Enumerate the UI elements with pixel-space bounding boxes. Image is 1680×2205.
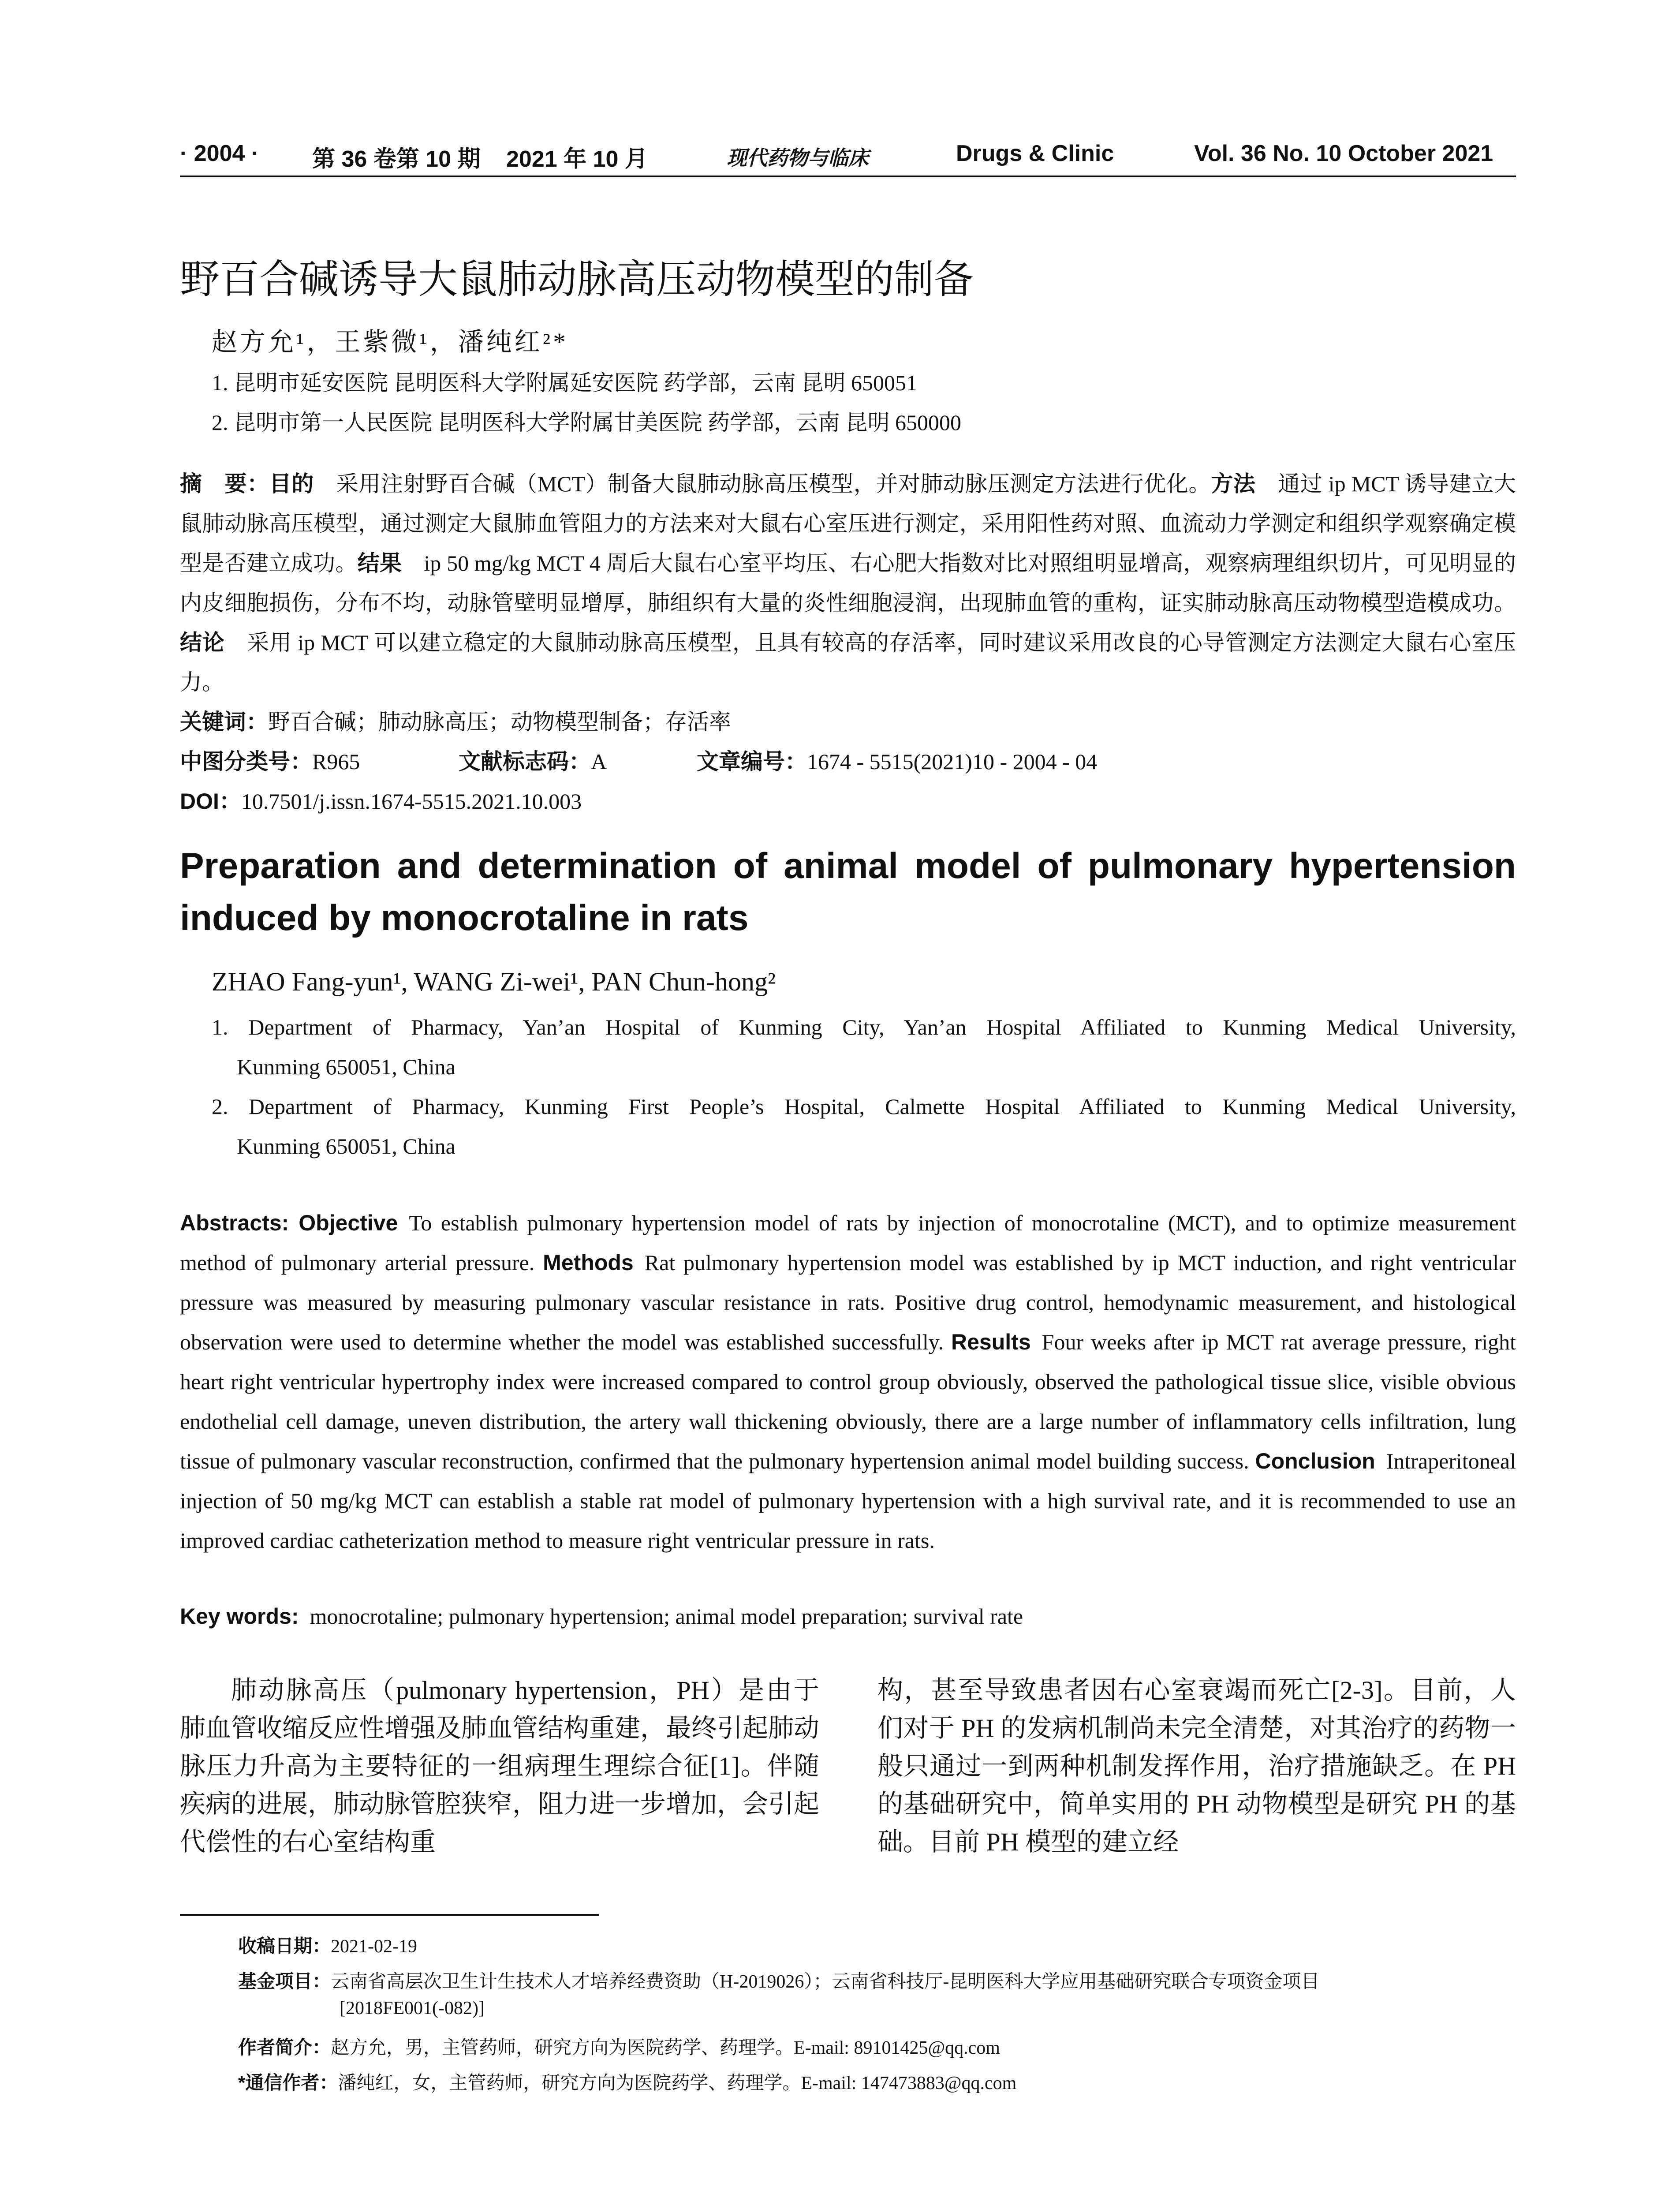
- fund-line-1: [238, 1967, 1319, 1993]
- article-no-row: [697, 742, 1097, 781]
- affiliation-cn-1: 1. 昆明市延安医院 昆明医科大学附属延安医院 药学部，云南 昆明 650051: [212, 370, 917, 395]
- received-label: 收稿日期：: [238, 1936, 331, 1956]
- doi-label: DOI：: [180, 789, 241, 814]
- methods-label-cn: 方法: [1211, 471, 1256, 496]
- affiliation-en-1-line2: Kunming 650051, China: [237, 1054, 455, 1079]
- affiliation-en-2-line2: Kunming 650051, China: [237, 1134, 455, 1159]
- volume-cn: 第 36 卷第 10 期: [312, 146, 481, 172]
- fund-label: 基金项目：: [238, 1971, 331, 1992]
- doc-code-value: A: [591, 749, 607, 774]
- date-cn: 2021 年 10 月: [506, 146, 648, 172]
- corresponding-author: [238, 2068, 1016, 2095]
- abstract-en: [180, 1203, 1516, 1560]
- conclusion-cn: 采用 ip MCT 可以建立稳定的大鼠肺动脉高压模型，且具有较高的存活率，同时建议采用改良的心导管测定方法测定大鼠右心室压力。: [180, 630, 1516, 695]
- doi-value: 10.7501/j.issn.1674-5515.2021.10.003: [241, 789, 582, 814]
- keywords-label-cn: 关键词：: [180, 710, 268, 734]
- objective-cn: 采用注射野百合碱（MCT）制备大鼠肺动脉高压模型，并对肺动脉压测定方法进行优化。: [336, 471, 1211, 496]
- results-label-en: Results: [951, 1330, 1031, 1354]
- title-en: Preparation and determination of animal model of pulmonary hypertension induced by monocrotaline in rats: [180, 846, 1516, 938]
- objective-label-cn: 目的: [269, 471, 314, 496]
- keywords-cn: 野百合碱；肺动脉高压；动物模型制备；存活率: [268, 710, 731, 734]
- abstract-label-cn: 摘 要：: [180, 471, 269, 496]
- clc-value: R965: [312, 749, 360, 774]
- title-cn: 野百合碱诱导大鼠肺动脉高压动物模型的制备: [180, 258, 974, 302]
- body-column-2: 构，甚至导致患者因右心室衰竭而死亡[2-3]。目前，人们对于 PH 的发病机制尚未完全清楚，对其治疗的药物一般只通过一到两种机制发挥作用，治疗措施缺乏。在 PH 的基础研究中，简单实用的 PH 动物模型是研究 PH 的基础。目前 PH 模型的建立经: [877, 1676, 1516, 1856]
- conclusion-label-en: Conclusion: [1255, 1449, 1375, 1473]
- keywords-label-en: Key words:: [180, 1604, 299, 1629]
- keywords-en-row: [180, 1596, 1023, 1636]
- received-date: [238, 1932, 417, 1958]
- authors-cn: 赵方允¹，王紫微¹，潘纯红²*: [212, 328, 569, 356]
- doi-row: [180, 781, 582, 821]
- journal-cn: 现代药物与临床: [727, 146, 869, 170]
- author-bio: [238, 2033, 1000, 2059]
- conclusion-label-cn: 结论: [180, 630, 225, 655]
- running-header: [180, 140, 1503, 176]
- objective-en: To establish pulmonary hypertension model of rats by injection of monocrotaline (MCT), and to optimize measurement method of pulmonary arterial pressure.: [180, 1211, 1516, 1275]
- affiliation-cn-2: 2. 昆明市第一人民医院 昆明医科大学附属甘美医院 药学部，云南 昆明 650000: [212, 410, 961, 435]
- affiliation-en-2-line1: 2. Department of Pharmacy, Kunming First People’s Hospital, Calmette Hospital Affiliated to Kunming Medical University,: [212, 1094, 1516, 1119]
- header-rule: [180, 176, 1516, 177]
- author-bio-value: 赵方允，男，主管药师，研究方向为医院药学、药理学。E-mail: 89101425@qq.com: [331, 2038, 1000, 2058]
- body-column-1: 肺动脉高压（pulmonary hypertension，PH）是由于肺血管收缩反应性增强及肺血管结构重建，最终引起肺动脉压力升高为主要特征的一组病理生理综合征[1]。伴随疾病的进展，肺动脉管腔狭窄，阻力进一步增加，会引起代偿性的右心室结构重: [180, 1676, 820, 1856]
- classification-row: [180, 742, 360, 781]
- results-label-cn: 结果: [357, 551, 402, 576]
- page-number: · 2004 ·: [180, 141, 259, 166]
- abstract-cn: [180, 464, 1516, 702]
- conclusion-en: Intraperitoneal injection of 50 mg/kg MCT can establish a stable rat model of pulmonary hypertension with a high survival rate, and it is recommended to use an improved cardiac catheterization method to measure right ventricular pressure in rats.: [180, 1449, 1516, 1553]
- corresponding-label: *通信作者：: [238, 2072, 338, 2093]
- results-en: Four weeks after ip MCT rat average pressure, right heart right ventricular hypertrophy index were increased compared to control group obviously, observed the pathological tissue slice, visible obvious endothelial cell damage, uneven distribution, the artery wall thickening obviously, there are a large number of inflammatory cells infiltration, lung tissue of pulmonary vascular reconstruction, confirmed that the pulmonary hypertension animal model building success.: [180, 1330, 1516, 1473]
- author-bio-label: 作者简介：: [238, 2037, 331, 2058]
- affiliation-en-1-line1: 1. Department of Pharmacy, Yan’an Hospital of Kunming City, Yan’an Hospital Affiliated to Kunming Medical University,: [212, 1015, 1516, 1039]
- authors-en: ZHAO Fang-yun¹, WANG Zi-wei¹, PAN Chun-hong²: [212, 967, 776, 996]
- methods-cn: 通过 ip MCT 诱导建立大鼠肺动脉高压模型，通过测定大鼠肺血管阻力的方法来对大鼠右心室压进行测定，采用阳性药对照、血流动力学测定和组织学观察确定模型是否建立成功。: [180, 471, 1516, 576]
- journal-en: Drugs & Clinic: [956, 141, 1114, 166]
- corresponding-value: 潘纯红，女，主管药师，研究方向为医院药学、药理学。E-mail: 147473883@qq.com: [338, 2073, 1017, 2093]
- doc-code-row: [459, 742, 607, 781]
- abstract-label-en: Abstracts: Objective: [180, 1211, 398, 1235]
- fund-value-1: 云南省高层次卫生计生技术人才培养经费资助（H-2019026）；云南省科技厅-昆明医科大学应用基础研究联合专项资金项目: [331, 1972, 1320, 1992]
- received-value: 2021-02-19: [331, 1936, 417, 1957]
- fund-line-2: [2018FE001(-082)]: [340, 1998, 485, 2018]
- results-cn: ip 50 mg/kg MCT 4 周后大鼠右心室平均压、右心肥大指数对比对照组明显增高，观察病理组织切片，可见明显的内皮细胞损伤，分布不均，动脉管壁明显增厚，肺组织有大量的炎性细胞浸润，出现肺血管的重构，证实肺动脉高压动物模型造模成功。: [180, 551, 1516, 615]
- keywords-cn-row: [180, 702, 731, 742]
- clc-label: 中图分类号：: [180, 749, 312, 774]
- methods-label-en: Methods: [543, 1250, 634, 1275]
- issue-en: Vol. 36 No. 10 October 2021: [1194, 141, 1493, 166]
- methods-en: Rat pulmonary hypertension model was established by ip MCT induction, and right ventricular pressure was measured by measuring pulmonary vascular resistance in rats. Positive drug control, hemodynamic measurement, and histological observation were used to determine whether the model was established successfully.: [180, 1250, 1516, 1354]
- article-no-label: 文章编号：: [697, 749, 807, 774]
- doc-code-label: 文献标志码：: [459, 749, 591, 774]
- footnote-rule: [180, 1914, 599, 1916]
- article-no-value: 1674 - 5515(2021)10 - 2004 - 04: [807, 749, 1098, 774]
- keywords-en: monocrotaline; pulmonary hypertension; animal model preparation; survival rate: [310, 1604, 1023, 1629]
